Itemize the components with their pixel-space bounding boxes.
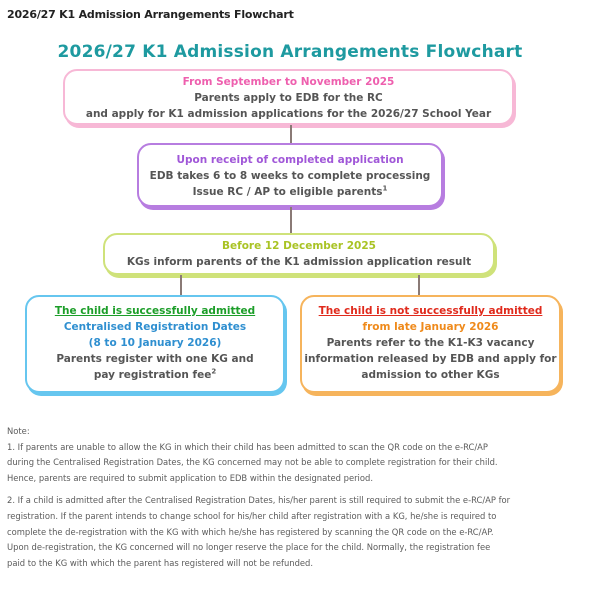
step-result-heading: Before 12 December 2025: [222, 240, 376, 252]
step-apply-line: and apply for K1 admission applications for the 2026/27 School Year: [85, 108, 492, 120]
not-admitted-box: [300, 295, 561, 393]
not-admitted-line: Parents refer to the K1-K3 vacancy: [326, 337, 535, 349]
step-result-box: [103, 233, 495, 275]
notes-section: [7, 424, 593, 571]
admitted-heading: The child is successfully admitted: [54, 305, 256, 317]
notes-label: Note:: [7, 426, 30, 436]
connector-branch-right: [418, 275, 420, 295]
connector-arrow: [290, 125, 292, 143]
step-processing-box: [137, 143, 443, 207]
admitted-line: pay registration fee: [93, 369, 212, 381]
note-2-line: complete the de-registration with the KG with which he/she has registered by scanning the QR code on the e-RC/AP.: [7, 526, 494, 537]
step-result-line: KGs inform parents of the K1 admission application result: [126, 256, 472, 268]
note-2-line: Upon de-registration, the KG concerned will no longer reserve the place for the child. Normally, the registration fee: [7, 542, 491, 553]
step-apply-heading: From September to November 2025: [182, 76, 395, 88]
step-processing-line: Issue RC / AP to eligible parents: [192, 186, 383, 198]
page-heading: 2026/27 K1 Admission Arrangements Flowchart: [7, 8, 294, 21]
step-processing-line: EDB takes 6 to 8 weeks to complete processing: [149, 170, 431, 182]
not-admitted-line: admission to other KGs: [361, 369, 500, 381]
footnote-marker: 2: [211, 367, 217, 376]
note-2-line: 2. If a child is admitted after the Centralised Registration Dates, his/her parent is still required to submit the e-RC/AP for: [7, 495, 511, 506]
note-2-line: registration. If the parent intends to change school for his/her child after registration with a KG, he/she is required to: [7, 510, 497, 521]
not-admitted-subheading: from late January 2026: [362, 321, 499, 333]
connector-arrow: [290, 207, 292, 233]
connector-branch-left: [180, 275, 182, 295]
not-admitted-line: information released by EDB and apply for: [304, 353, 557, 365]
admitted-line: Parents register with one KG and: [56, 353, 254, 365]
note-1-line: Hence, parents are required to submit application to EDB within the designated period.: [7, 472, 373, 483]
not-admitted-heading: The child is not successfully admitted: [318, 305, 543, 317]
step-apply-line: Parents apply to EDB for the RC: [194, 92, 383, 104]
step-processing-heading: Upon receipt of completed application: [176, 154, 404, 166]
note-1-line: 1. If parents are unable to allow the KG in which their child has been admitted to scan the QR code on the e-RC/AP: [7, 441, 488, 452]
footnote-marker: 1: [382, 184, 388, 193]
flowchart-title: 2026/27 K1 Admission Arrangements Flowchart: [57, 42, 523, 62]
admitted-dates: (8 to 10 January 2026): [88, 337, 222, 349]
admitted-box: [25, 295, 285, 393]
note-2-line: paid to the KG with which the parent has registered will not be refunded.: [7, 557, 314, 568]
step-apply-box: [63, 69, 514, 125]
admitted-subheading: Centralised Registration Dates: [63, 321, 247, 333]
note-1-line: during the Centralised Registration Dates, the KG concerned may not be able to complete registration for their child.: [7, 457, 498, 468]
